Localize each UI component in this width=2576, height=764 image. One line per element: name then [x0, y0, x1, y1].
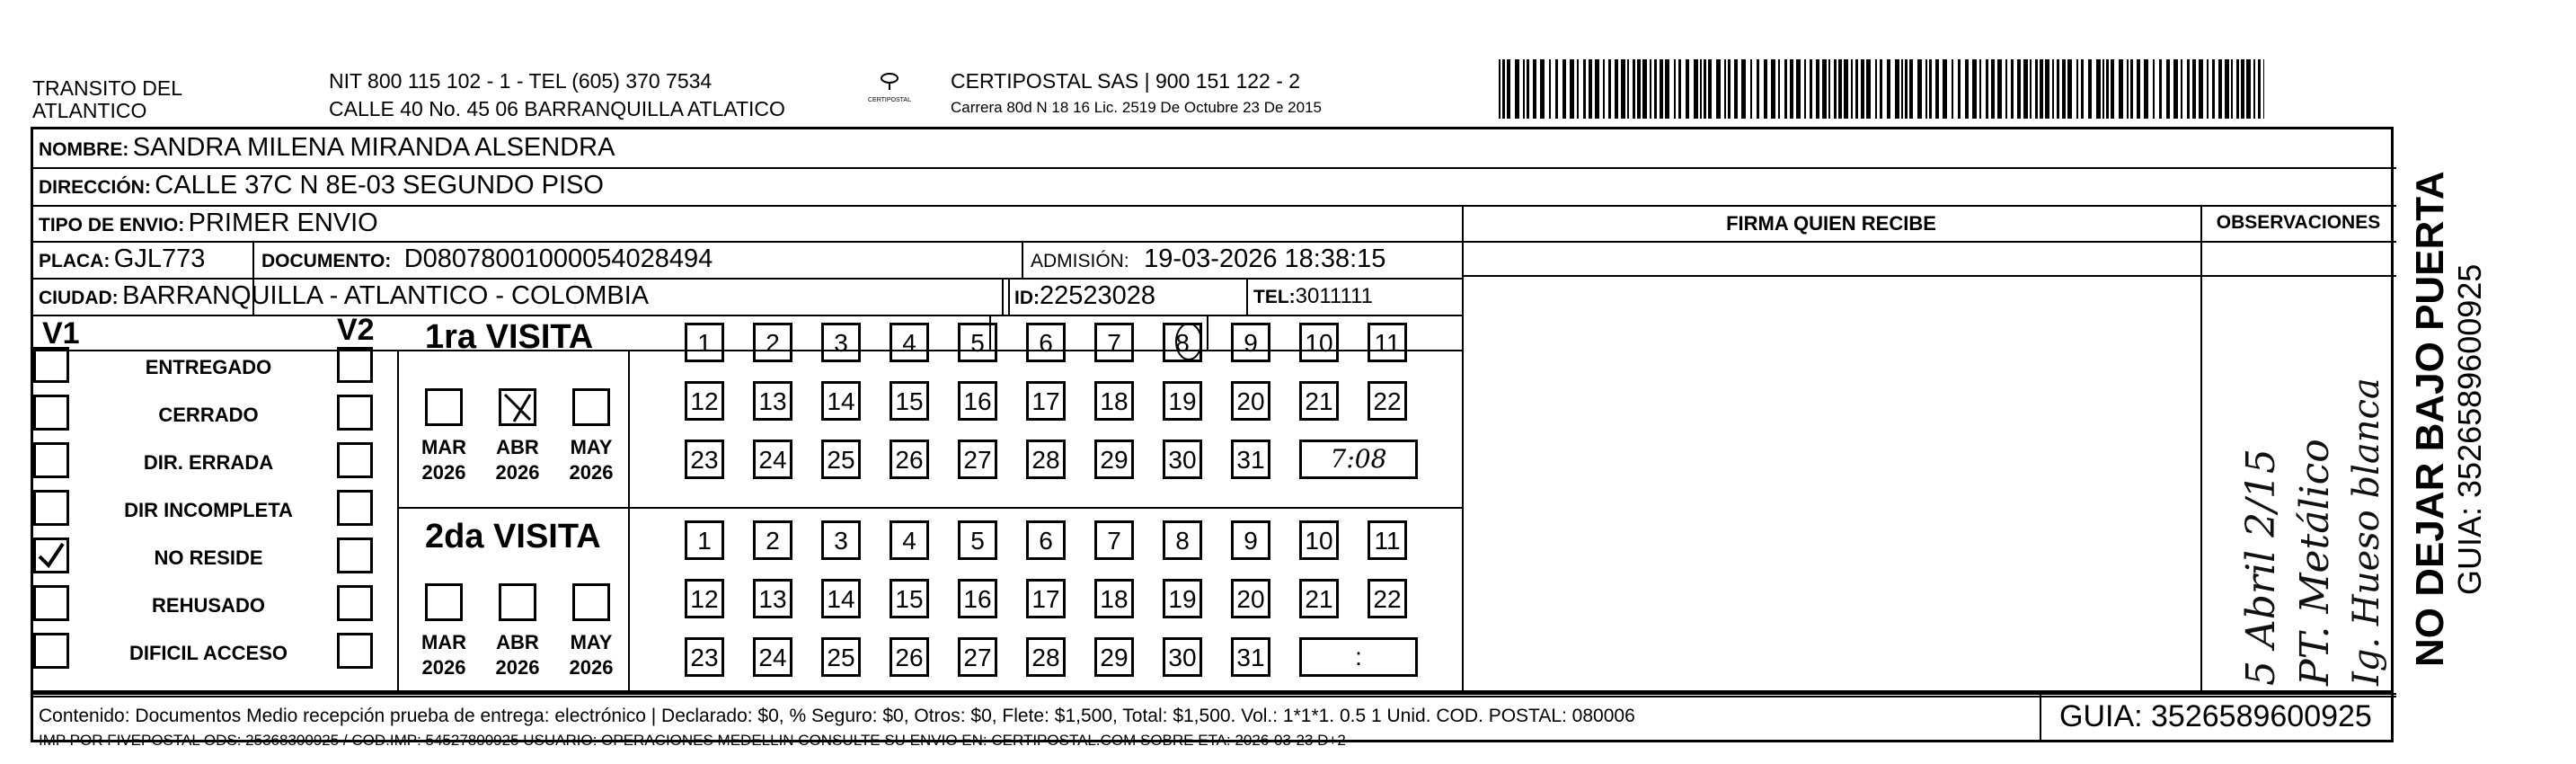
observations-area	[2202, 277, 2396, 692]
barcode-bar	[1925, 59, 1927, 119]
visit2-title: 2da VISITA	[425, 518, 601, 555]
barcode-bar	[1734, 59, 1738, 119]
day-box[interactable]: 26	[890, 440, 929, 479]
barcode-bar	[1810, 59, 1812, 119]
barcode-bar	[1708, 59, 1712, 119]
signature-area[interactable]	[1464, 277, 2199, 692]
barcode-bar	[2030, 59, 2032, 119]
document-field	[261, 244, 713, 274]
barcode-bar	[2258, 59, 2261, 119]
day-box[interactable]: 21	[1299, 579, 1339, 618]
logo-text: CERTIPOSTAL	[868, 97, 911, 103]
barcode-bar	[1905, 59, 1908, 119]
plate-label: PLACA:	[39, 251, 111, 271]
logo-icon	[878, 72, 901, 92]
barcode-bar	[2173, 59, 2178, 119]
admission-field	[1031, 244, 1385, 274]
barcode-bar	[2207, 59, 2209, 119]
day-box[interactable]: 11	[1368, 323, 1407, 362]
day-box[interactable]: 27	[958, 440, 997, 479]
issuer-line2: ATLANTICO	[32, 99, 147, 122]
barcode-bar	[1502, 59, 1505, 119]
issuer-line1: TRANSITO DEL	[32, 76, 182, 100]
send-type-row	[39, 209, 378, 238]
day-box[interactable]: 1	[685, 323, 724, 362]
barcode-bar	[1764, 59, 1767, 119]
barcode-bar	[2263, 59, 2264, 119]
barcode-bar	[2096, 59, 2101, 119]
barcode-bar	[2153, 59, 2155, 119]
address-label: DIRECCIÓN:	[39, 177, 151, 198]
barcode-bar	[2057, 59, 2059, 119]
v1-checkbox[interactable]	[33, 347, 69, 383]
month-year: 2026	[495, 461, 540, 484]
barcode-bar	[2011, 59, 2014, 119]
day-box[interactable]: 12	[685, 381, 724, 421]
day-box[interactable]: 5	[958, 520, 997, 560]
barcode-bar	[2144, 59, 2148, 119]
tel-label: TEL:	[1253, 287, 1296, 307]
v1-checkbox[interactable]	[33, 442, 69, 478]
status-label: CERRADO	[158, 404, 259, 426]
barcode-bar	[1686, 59, 1689, 119]
name-row	[39, 133, 615, 163]
v1-label: V1	[42, 316, 80, 351]
handwritten-note-1: 5 Abril 2/15	[2238, 449, 2284, 686]
barcode-bar	[2067, 59, 2072, 119]
barcode-bar	[2045, 59, 2049, 119]
month-checkbox[interactable]	[572, 388, 610, 426]
footer-frame	[31, 690, 2394, 742]
barcode-bar	[1790, 59, 1793, 119]
handwritten-note-3: Ig. Hueso blanca	[2346, 378, 2387, 686]
check-mark-icon	[36, 540, 66, 571]
city-label: CIUDAD:	[39, 288, 119, 308]
day-box[interactable]: 3	[821, 323, 861, 362]
footer-guia: GUIA: 3526589600925	[2059, 699, 2372, 733]
barcode-bar	[1595, 59, 1599, 119]
barcode-bar	[1540, 59, 1545, 119]
barcode-bar	[1704, 59, 1706, 119]
barcode-bar	[2231, 59, 2233, 119]
barcode-bar	[1844, 59, 1848, 119]
day-box[interactable]: 4	[890, 323, 929, 362]
status-label: DIFICIL ACCESO	[128, 642, 288, 664]
day-box[interactable]: 24	[753, 440, 792, 479]
day-box[interactable]: 30	[1163, 440, 1202, 479]
barcode-bar	[1887, 59, 1890, 119]
day-box[interactable]: 20	[1231, 579, 1270, 618]
month-label	[412, 435, 475, 485]
month-name: MAY	[570, 631, 613, 653]
barcode-bar	[2076, 59, 2078, 119]
v2-label: V2	[337, 313, 375, 347]
barcode-bar	[1728, 59, 1731, 119]
barcode-bar	[1757, 59, 1759, 119]
month-checkbox[interactable]	[572, 583, 610, 621]
barcode-bar	[1642, 59, 1647, 119]
barcode-bar	[2111, 59, 2114, 119]
barcode-bar	[1583, 59, 1586, 119]
barcode-bar	[1834, 59, 1837, 119]
month-name: ABR	[496, 631, 539, 653]
month-checkbox[interactable]	[499, 583, 536, 621]
barcode-bar	[2166, 59, 2170, 119]
address-value: CALLE 37C N 8E-03 SEGUNDO PISO	[155, 171, 604, 200]
v1-checkbox[interactable]	[33, 537, 69, 573]
month-label	[560, 435, 623, 485]
handwritten-note-2: PT. Metálico	[2292, 439, 2338, 686]
day-box[interactable]: 19	[1163, 381, 1202, 421]
barcode-bar	[1665, 59, 1669, 119]
v1-checkbox[interactable]	[33, 633, 69, 669]
month-year: 2026	[421, 461, 466, 484]
barcode-bar	[1828, 59, 1830, 119]
barcode-bar	[2023, 59, 2028, 119]
footer-content: Contenido: Documentos Medio recepción prueba de entrega: electrónico | Declarado: $0, % Seguro: $0, Otros: $0, Flete: $1,500, Total: $1,500. Vol.: 1*1*1. 0.5 1 Unid. COD. POSTAL: 080006	[39, 706, 1635, 726]
month-year: 2026	[569, 461, 614, 484]
company-info	[951, 70, 1322, 118]
barcode-bar	[2005, 59, 2007, 119]
day-box[interactable]: 8	[1163, 520, 1202, 560]
send-type-value: PRIMER ENVIO	[188, 209, 378, 237]
plate-value: GJL773	[113, 244, 206, 273]
barcode-bar	[1627, 59, 1629, 119]
barcode-bar	[1778, 59, 1780, 119]
barcode-bar	[1741, 59, 1746, 119]
tel-field	[1253, 284, 1373, 309]
barcode-bar	[2192, 59, 2196, 119]
day-box[interactable]: 7	[1094, 323, 1134, 362]
day-box[interactable]: 22	[1368, 381, 1407, 421]
barcode-bar	[1997, 59, 2002, 119]
barcode-bar	[1880, 59, 1882, 119]
barcode-bar	[1527, 59, 1529, 119]
id-label: ID:	[1014, 288, 1040, 308]
barcode-bar	[1589, 59, 1592, 119]
month-year: 2026	[569, 656, 614, 679]
barcode-bar	[1822, 59, 1827, 119]
barcode-bar	[2253, 59, 2255, 119]
barcode-bar	[1851, 59, 1853, 119]
company-name: CERTIPOSTAL SAS | 900 151 122 - 2	[951, 69, 1301, 93]
day-box[interactable]: 6	[1026, 520, 1066, 560]
barcode-bar	[2236, 59, 2239, 119]
barcode-bar	[2102, 59, 2104, 119]
barcode-bar	[1866, 59, 1871, 119]
barcode-bar	[1533, 59, 1536, 119]
status-label: DIR INCOMPLETA	[124, 499, 293, 521]
barcode-bar	[2127, 59, 2129, 119]
day-box[interactable]: 30	[1163, 637, 1202, 677]
barcode-bar	[2241, 59, 2244, 119]
v2-checkbox[interactable]	[337, 395, 373, 431]
day-box[interactable]: 11	[1368, 520, 1407, 560]
day-box[interactable]: 25	[821, 440, 861, 479]
barcode-bar	[1637, 59, 1641, 119]
barcode-bar	[1633, 59, 1635, 119]
name-value: SANDRA MILENA MIRANDA ALSENDRA	[132, 133, 615, 162]
barcode-bar	[2052, 59, 2054, 119]
barcode-bar	[1523, 59, 1525, 119]
month-label	[486, 630, 549, 680]
v2-checkbox[interactable]	[337, 347, 373, 383]
barcode-bar	[1724, 59, 1726, 119]
status-label: NO RESIDE	[154, 546, 263, 569]
send-type-label: TIPO DE ENVIO:	[39, 215, 185, 235]
barcode-bar	[1716, 59, 1721, 119]
barcode-bar	[2119, 59, 2123, 119]
barcode-bar	[2212, 59, 2215, 119]
barcode-bar	[1972, 59, 1977, 119]
month-label	[412, 630, 475, 680]
admission-value: 19-03-2026 18:38:15	[1144, 244, 1386, 273]
day-box[interactable]: 15	[890, 381, 929, 421]
barcode-bar	[1507, 59, 1510, 119]
city-value: BARRANQUILLA - ATLANTICO - COLOMBIA	[122, 281, 650, 310]
v2-checkbox[interactable]	[337, 442, 373, 478]
barcode-bar	[2106, 59, 2109, 119]
company-license: Carrera 80d N 18 16 Lic. 2519 De Octubre 23 De 2015	[951, 99, 1322, 116]
barcode-bar	[1499, 59, 1500, 119]
barcode-bar	[1555, 59, 1558, 119]
cross-mark-icon	[501, 391, 534, 423]
issuer-name	[32, 77, 182, 122]
day-box[interactable]: 28	[1026, 440, 1066, 479]
barcode-bar	[1895, 59, 1899, 119]
v1-checkbox[interactable]	[33, 395, 69, 431]
barcode-bar	[1603, 59, 1605, 119]
day-box[interactable]: 6	[1026, 323, 1066, 362]
day-box[interactable]: 17	[1026, 381, 1066, 421]
barcode-bar	[1608, 59, 1611, 119]
barcode-bar	[1700, 59, 1702, 119]
v2-checkbox[interactable]	[337, 585, 373, 621]
day-box[interactable]: 29	[1094, 637, 1134, 677]
v1-checkbox[interactable]	[33, 585, 69, 621]
month-label	[486, 435, 549, 485]
day-box[interactable]: 18	[1094, 579, 1134, 618]
day-box[interactable]: 16	[958, 381, 997, 421]
barcode-bar	[1875, 59, 1877, 119]
time-box[interactable]: :	[1299, 637, 1418, 677]
id-value: 22523028	[1040, 281, 1156, 310]
barcode-bar	[1943, 59, 1947, 119]
barcode-bar	[1935, 59, 1939, 119]
month-checkbox[interactable]	[425, 388, 463, 426]
barcode-bar	[1952, 59, 1953, 119]
barcode-bar	[2040, 59, 2043, 119]
v2-checkbox[interactable]	[337, 490, 373, 526]
day-box[interactable]: 10	[1299, 323, 1339, 362]
issuer-address: CALLE 40 No. 45 06 BARRANQUILLA ATLATICO	[329, 97, 785, 120]
day-box[interactable]: 23	[685, 637, 724, 677]
side-guia: GUIA: 3526589600925	[2451, 263, 2488, 595]
v1-checkbox[interactable]	[33, 490, 69, 526]
barcode	[1499, 59, 2264, 119]
status-label: ENTREGADO	[145, 356, 272, 378]
day-box[interactable]: 17	[1026, 579, 1066, 618]
day-box[interactable]: 2	[753, 520, 792, 560]
day-box[interactable]: 13	[753, 579, 792, 618]
barcode-bar	[1570, 59, 1574, 119]
barcode-bar	[1901, 59, 1903, 119]
barcode-bar	[2137, 59, 2140, 119]
month-checkbox[interactable]	[425, 583, 463, 621]
barcode-bar	[1965, 59, 1969, 119]
barcode-bar	[1958, 59, 1961, 119]
day-box[interactable]: 10	[1299, 520, 1339, 560]
day-box[interactable]: 12	[685, 579, 724, 618]
document-value: D08078001000054028494	[403, 244, 713, 273]
id-field	[1014, 281, 1155, 311]
day-box[interactable]: 20	[1231, 381, 1270, 421]
month-year: 2026	[421, 656, 466, 679]
barcode-bar	[1650, 59, 1651, 119]
barcode-bar	[1615, 59, 1618, 119]
day-box[interactable]: 2	[753, 323, 792, 362]
day-box[interactable]: 22	[1368, 579, 1407, 618]
barcode-bar	[1771, 59, 1775, 119]
day-box[interactable]: 23	[685, 440, 724, 479]
barcode-bar	[1796, 59, 1801, 119]
barcode-bar	[1678, 59, 1681, 119]
visit1-title: 1ra VISITA	[425, 318, 594, 356]
day-box[interactable]: 14	[821, 579, 861, 618]
certipostal-logo	[858, 72, 921, 105]
day-box[interactable]: 25	[821, 637, 861, 677]
month-name: MAR	[420, 436, 467, 458]
side-notice: NO DEJAR BAJO PUERTA	[2408, 171, 2452, 667]
barcode-bar	[1577, 59, 1579, 119]
barcode-bar	[2159, 59, 2162, 119]
city-field	[39, 281, 649, 311]
barcode-bar	[1784, 59, 1787, 119]
barcode-bar	[1979, 59, 1981, 119]
barcode-bar	[1660, 59, 1663, 119]
barcode-bar	[2017, 59, 2021, 119]
month-label	[560, 630, 623, 680]
document-label: DOCUMENTO:	[261, 251, 392, 271]
day-box[interactable]: 9	[1231, 520, 1270, 560]
month-name: MAY	[570, 436, 613, 458]
barcode-bar	[1816, 59, 1819, 119]
month-checkbox[interactable]	[499, 388, 536, 426]
time-box[interactable]: 7:08	[1299, 440, 1418, 479]
name-label: NOMBRE:	[39, 139, 129, 160]
day-box[interactable]: 27	[958, 637, 997, 677]
barcode-bar	[1986, 59, 1988, 119]
day-box[interactable]: 9	[1231, 323, 1270, 362]
barcode-bar	[1804, 59, 1806, 119]
status-label: DIR. ERRADA	[143, 451, 274, 474]
admission-label: ADMISIÓN:	[1031, 251, 1129, 271]
v2-checkbox[interactable]	[337, 537, 373, 573]
day-box[interactable]: 18	[1094, 381, 1134, 421]
barcode-bar	[2199, 59, 2203, 119]
barcode-bar	[1694, 59, 1698, 119]
day-box[interactable]: 26	[890, 637, 929, 677]
barcode-bar	[2181, 59, 2182, 119]
month-name: ABR	[496, 436, 539, 458]
day-box[interactable]: 13	[753, 381, 792, 421]
barcode-bar	[2218, 59, 2222, 119]
barcode-bar	[1654, 59, 1657, 119]
month-year: 2026	[495, 656, 540, 679]
barcode-bar	[2187, 59, 2190, 119]
day-box[interactable]: 3	[821, 520, 861, 560]
issuer-nit: NIT 800 115 102 - 1 - TEL (605) 370 7534	[329, 69, 713, 93]
footer-print-info: IMP POR FIVEPOSTAL ODS: 25368300925 / COD.IMP: 54527800925 USUARIO: OPERACIONES MEDELLIN CONSULTE SU ENVIO EN: CERTIPOSTAL.COM SOBRE ETA: 2026-03-23 D+2	[39, 732, 1346, 749]
day-box[interactable]: 29	[1094, 440, 1134, 479]
barcode-bar	[1838, 59, 1842, 119]
day-box[interactable]: 31	[1231, 637, 1270, 677]
barcode-bar	[1909, 59, 1913, 119]
day-box[interactable]: 19	[1163, 579, 1202, 618]
issuer-contact	[329, 70, 785, 120]
day-box[interactable]: 21	[1299, 381, 1339, 421]
barcode-bar	[2081, 59, 2084, 119]
barcode-bar	[1917, 59, 1922, 119]
v2-checkbox[interactable]	[337, 633, 373, 669]
day-box[interactable]: 1	[685, 520, 724, 560]
status-label: REHUSADO	[152, 594, 265, 617]
barcode-bar	[2062, 59, 2066, 119]
observations-header: OBSERVACIONES	[2216, 212, 2381, 233]
plate-field	[39, 244, 205, 274]
barcode-bar	[1549, 59, 1551, 119]
barcode-bar	[1991, 59, 1995, 119]
barcode-bar	[2035, 59, 2038, 119]
barcode-bar	[1750, 59, 1752, 119]
barcode-bar	[1929, 59, 1932, 119]
barcode-bar	[1515, 59, 1519, 119]
day-box[interactable]: 14	[821, 381, 861, 421]
day-box[interactable]: 8	[1163, 323, 1202, 362]
barcode-bar	[1855, 59, 1858, 119]
day-box[interactable]: 28	[1026, 637, 1066, 677]
day-box[interactable]: 24	[753, 637, 792, 677]
barcode-bar	[1674, 59, 1676, 119]
day-box[interactable]: 31	[1231, 440, 1270, 479]
barcode-bar	[1861, 59, 1864, 119]
day-box[interactable]: 5	[958, 323, 997, 362]
day-box[interactable]: 7	[1094, 520, 1134, 560]
barcode-bar	[2130, 59, 2133, 119]
circle-mark-icon	[1162, 322, 1207, 367]
day-box[interactable]: 16	[958, 579, 997, 618]
day-box[interactable]: 15	[890, 579, 929, 618]
day-box[interactable]: 4	[890, 520, 929, 560]
address-row	[39, 171, 604, 200]
barcode-bar	[2088, 59, 2092, 119]
tel-value: 3011111	[1295, 284, 1373, 308]
signature-header: FIRMA QUIEN RECIBE	[1726, 212, 1936, 235]
barcode-bar	[2225, 59, 2229, 119]
month-name: MAR	[420, 631, 467, 653]
barcode-bar	[1562, 59, 1566, 119]
barcode-bar	[2246, 59, 2251, 119]
barcode-bar	[1621, 59, 1625, 119]
